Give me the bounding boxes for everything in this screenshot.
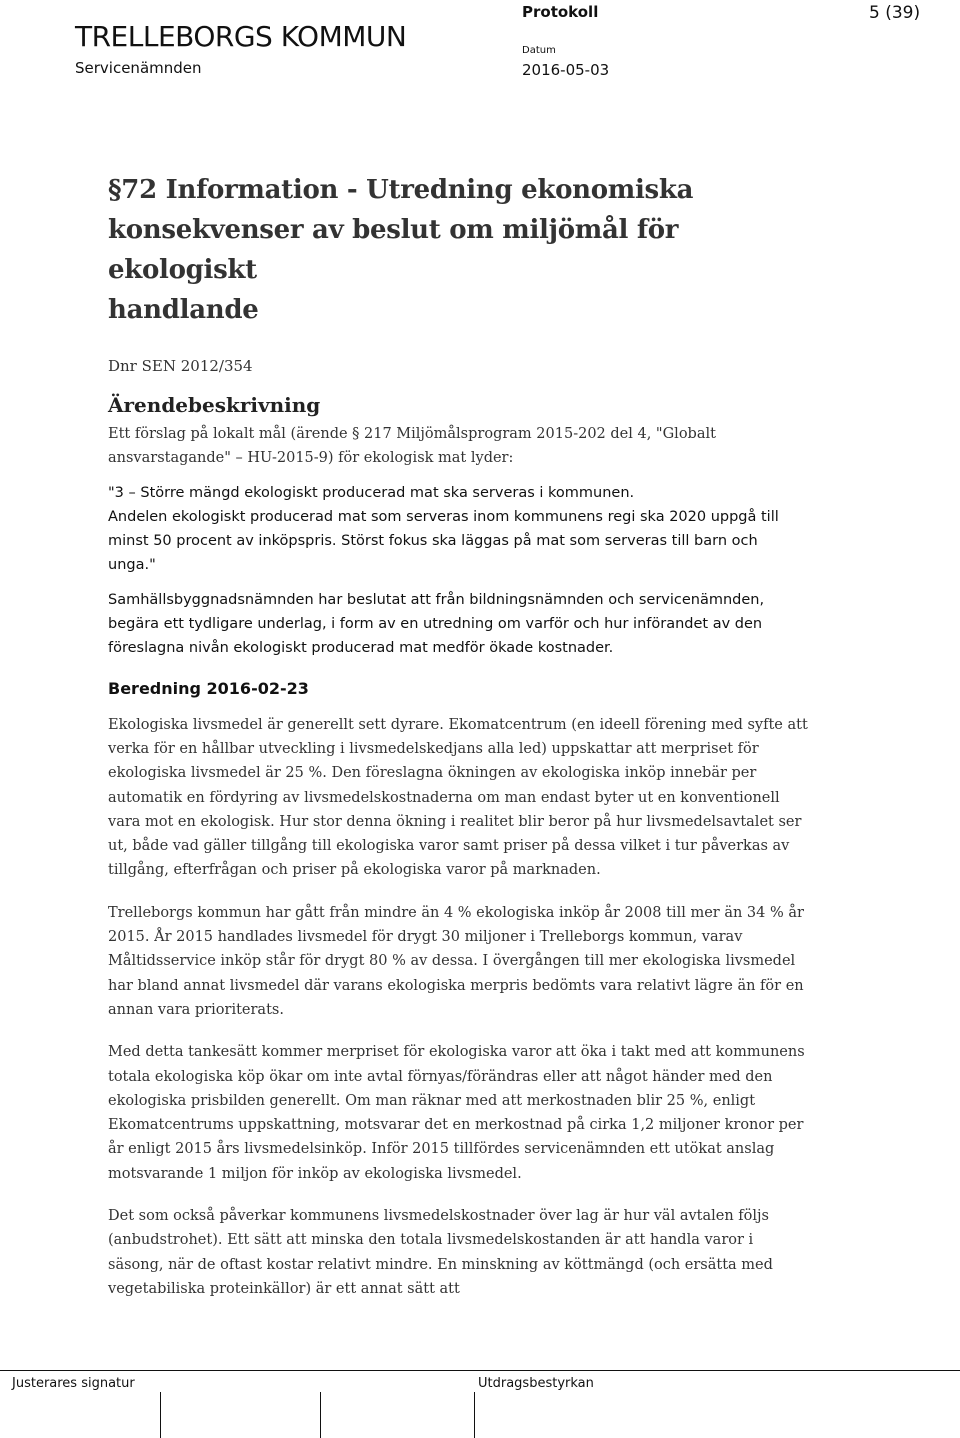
quote-line: "3 – Större mängd ekologiskt producerad mat ska serveras i kommunen.	[108, 484, 635, 501]
document-body	[108, 170, 808, 1311]
paragraph-body: Med detta tankesätt kommer merpriset för ekologiska varor att öka i takt med att kommunens totala ekologiska köp ökar om inte avtal förnyas/förändras eller att något händer med den ekologiska prisbilden generellt. Om man räknar med att merkostnaden blir 25 %, enligt Ekomatcentrums uppskattning, motsvarar det en merkostnad på cirka 1,2 miljoner kronor per år enligt 2015 års livsmedelsinköp. Inför 2015 tillfördes servicenämnden ett utökat anslag motsvarande 1 miljon för inköp av ekologiska livsmedel.	[108, 1044, 805, 1182]
paragraph-body: Trelleborgs kommun har gått från mindre än 4 % ekologiska inköp år 2008 till mer än 34 % år 2015. År 2015 handlades livsmedel för drygt 30 miljoner i Trelleborgs kommun, varav Måltidsservice inköp står för drygt 80 % av dessa. I övergången till mer ekologiska livsmedel har bland annat livsmedel där varans ekologiska merpris bedömts vara relativt lägre än för en annan vara prioriterats.	[108, 904, 804, 1018]
date-value: 2016-05-03	[522, 61, 610, 79]
case-number: Dnr SEN 2012/354	[108, 357, 253, 375]
paragraph-decision: Samhällsbyggnadsnämnden har beslutat att från bildningsnämnden och servicenämnden, begära ett tydligare underlag, i form av en utredning om varför och hur införandet av den föreslagna nivån ekologiskt producerad mat medför ökade kostnader.	[108, 591, 765, 657]
section-title-line: handlande	[108, 295, 259, 325]
paragraph-body: Ekologiska livsmedel är generellt sett dyrare. Ekomatcentrum (en ideell förening med syfte att verka för en hållbar utveckling i livsmedelskedjans alla led) uppskattar att merpriset för ekologiska livsmedel är 25 %. Den föreslagna ökningen av ekologiska inköp innebär per automatik en fördyring av livsmedelskostnaderna om man endast byter ut en konventionell vara mot en ekologisk. Hur stor denna ökning i realitet blir beror på hur livsmedelsavtalet ser ut, både vad gäller tillgång till ekologiska varor samt priser på dessa vilket i tur påverkas av tillgång, efterfrågan och priser på ekologiska varor på marknaden.	[108, 716, 808, 879]
page-number: 5 (39)	[869, 3, 921, 23]
section-title-line: konsekvenser av beslut om miljömål för ekologiskt	[108, 215, 679, 285]
document-type: Protokoll	[522, 3, 599, 21]
section-title	[108, 170, 808, 330]
quote-body: Andelen ekologiskt producerad mat som serveras inom kommunens regi ska 2020 uppgå till minst 50 procent av inköpspris. Störst fokus ska läggas på mat som serveras till barn och unga."	[108, 508, 779, 574]
footer-divider	[0, 1370, 960, 1371]
signature-box-divider	[320, 1392, 321, 1438]
org-name: TRELLEBORGS KOMMUN	[75, 20, 407, 53]
paragraph-intro: Ett förslag på lokalt mål (ärende § 217 Miljömålsprogram 2015-202 del 4, "Globalt ansvarstagande" – HU-2015-9) för ekologisk mat lyder:	[108, 426, 716, 467]
section-title-line: §72 Information - Utredning ekonomiska	[108, 175, 694, 205]
paragraph-body: Det som också påverkar kommunens livsmedelskostnader över lag är hur väl avtalen följs (anbudstrohet). Ett sätt att minska den totala livsmedelskostanden är att handla varor i säsong, när de oftast kostar relativt mindre. En minskning av köttmängd (och ersätta med vegetabiliska proteinkällor) är ett annat sätt att	[108, 1208, 773, 1297]
heading-case-description: Ärendebeskrivning	[108, 393, 321, 417]
signature-box-divider	[474, 1392, 475, 1438]
date-label: Datum	[522, 45, 556, 56]
heading-preparation: Beredning 2016-02-23	[108, 678, 309, 698]
extract-label: Utdragsbestyrkan	[478, 1376, 594, 1391]
committee-name: Servicenämnden	[75, 59, 202, 77]
signature-label: Justerares signatur	[12, 1376, 135, 1391]
signature-box-divider	[160, 1392, 161, 1438]
